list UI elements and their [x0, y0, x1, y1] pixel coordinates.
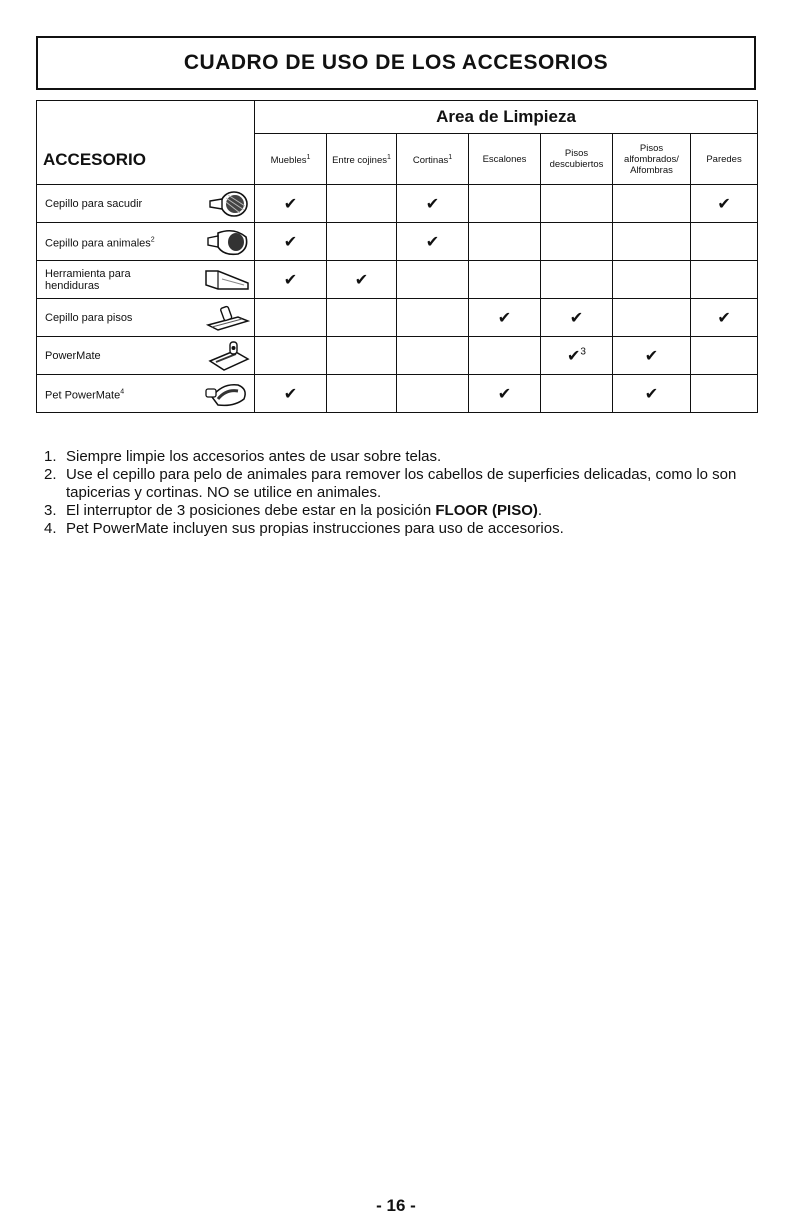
- check-mark-icon: ✔: [567, 347, 581, 365]
- usage-cell: [469, 261, 541, 299]
- usage-cell: [397, 185, 469, 223]
- usage-cell: [255, 223, 327, 261]
- check-mark-icon: ✔: [283, 233, 298, 251]
- footnote: [44, 466, 756, 502]
- accessory-table: [36, 100, 758, 413]
- usage-cell: [397, 299, 469, 337]
- usage-cell: [691, 299, 758, 337]
- usage-cell: [541, 337, 613, 375]
- usage-cell: [613, 375, 691, 413]
- check-mark-icon: ✔: [425, 195, 440, 213]
- usage-cell: [691, 375, 758, 413]
- check-mark-icon: ✔: [569, 309, 584, 327]
- floor-brush-icon: [204, 303, 250, 333]
- footnote: [44, 520, 756, 538]
- check-mark-icon: ✔: [644, 347, 659, 365]
- usage-cell: [691, 223, 758, 261]
- accessory-cell: [37, 337, 255, 375]
- accessory-cell: [37, 261, 255, 299]
- footnote-reference: 1: [306, 153, 311, 161]
- column-header-label: Pisos alfombrados/ Alfombras: [624, 142, 679, 176]
- column-header-label: Muebles: [270, 155, 307, 167]
- usage-cell: [255, 337, 327, 375]
- accessory-name-text: Cepillo para pisos: [45, 311, 133, 324]
- table-row: [37, 337, 758, 375]
- footnotes: [44, 448, 756, 538]
- usage-cell: [541, 261, 613, 299]
- column-header: [469, 134, 541, 185]
- footnote-reference: 3: [580, 346, 586, 358]
- table-row: [37, 375, 758, 413]
- usage-cell: [255, 185, 327, 223]
- cleaning-area-header-label: Area de Limpieza: [436, 107, 576, 126]
- check-mark-icon: ✔: [644, 385, 659, 403]
- footnote-text: Siempre limpie los accesorios antes de usar sobre telas.: [66, 448, 442, 465]
- column-header-label: Cortinas: [412, 155, 449, 167]
- accessory-name: [45, 268, 135, 292]
- table-row: [37, 223, 758, 261]
- table-row: [37, 299, 758, 337]
- usage-cell: [327, 261, 397, 299]
- page-title: CUADRO DE USO DE LOS ACCESORIOS: [183, 51, 609, 74]
- footnote-text: Use el cepillo para pelo de animales para remover los cabellos de superficies delicadas, como lo son tapicerias y cortinas. NO se utilice en animales.: [66, 466, 737, 501]
- footnote-reference: 2: [150, 236, 155, 244]
- column-header: [255, 134, 327, 185]
- accessory-name: [45, 312, 132, 324]
- column-header: [541, 134, 613, 185]
- accessory-name-text: Herramienta para hendiduras: [45, 267, 131, 292]
- check-mark-icon: ✔: [497, 385, 512, 403]
- column-header-label: Escalones: [482, 153, 527, 165]
- footnote-reference: 1: [387, 153, 391, 161]
- column-header-label: Paredes: [706, 153, 742, 165]
- footnote-text: Pet PowerMate incluyen sus propias instrucciones para uso de accesorios.: [66, 520, 564, 537]
- usage-cell: [541, 223, 613, 261]
- footnote-number: 3.: [44, 502, 57, 519]
- usage-cell: [541, 185, 613, 223]
- accessory-header-label: ACCESORIO: [43, 150, 146, 169]
- cleaning-area-header: [255, 101, 758, 134]
- usage-cell: [613, 299, 691, 337]
- usage-cell: [469, 299, 541, 337]
- accessory-name: [45, 234, 155, 249]
- usage-cell: [327, 223, 397, 261]
- accessory-name: [45, 198, 142, 210]
- chart-title-box: [36, 36, 756, 90]
- powermate-icon: [204, 341, 250, 371]
- column-header: [691, 134, 758, 185]
- column-header-label: Entre cojines: [332, 155, 387, 167]
- usage-cell: [255, 261, 327, 299]
- footnote-text-part: .: [537, 502, 543, 519]
- footnote-number: 1.: [44, 448, 57, 465]
- crevice-tool-icon: [204, 265, 250, 295]
- usage-cell: [541, 299, 613, 337]
- usage-cell: [327, 375, 397, 413]
- footnote-number: 2.: [44, 466, 57, 483]
- accessory-name-text: Cepillo para sacudir: [45, 197, 143, 210]
- accessory-cell: [37, 223, 255, 261]
- accessory-name-text: PowerMate: [45, 349, 101, 362]
- footnote-reference: 4: [120, 388, 125, 396]
- usage-cell: [327, 337, 397, 375]
- footnote: [44, 448, 756, 466]
- table-row: [37, 185, 758, 223]
- usage-cell: [397, 261, 469, 299]
- table-row: [37, 261, 758, 299]
- accessory-header: [37, 101, 255, 185]
- usage-cell: [613, 337, 691, 375]
- accessory-cell: [37, 375, 255, 413]
- column-header: [613, 134, 691, 185]
- check-mark-icon: ✔: [283, 195, 298, 213]
- accessory-cell: [37, 185, 255, 223]
- dusting-brush-icon: [204, 189, 250, 219]
- pet-powermate-icon: [204, 379, 250, 409]
- footnote-number: 4.: [44, 520, 57, 537]
- check-mark-icon: ✔: [283, 271, 298, 289]
- usage-cell: [397, 375, 469, 413]
- page-number: - 16 -: [376, 1196, 416, 1215]
- usage-cell: [469, 223, 541, 261]
- usage-cell: [691, 337, 758, 375]
- check-mark-icon: ✔: [497, 309, 512, 327]
- footnote-bold-text: FLOOR (PISO): [435, 502, 538, 519]
- usage-cell: [327, 185, 397, 223]
- footnote-text-part: El interruptor de 3 posiciones debe estar en la posición: [66, 502, 436, 519]
- usage-cell: [397, 337, 469, 375]
- usage-cell: [469, 337, 541, 375]
- footnote-text: [66, 502, 542, 520]
- column-header: [327, 134, 397, 185]
- accessory-table-body: [37, 185, 758, 413]
- check-mark-icon: ✔: [717, 195, 731, 213]
- accessory-name: [45, 386, 124, 401]
- usage-cell: [469, 185, 541, 223]
- usage-cell: [255, 299, 327, 337]
- check-mark-icon: ✔: [425, 233, 440, 251]
- usage-cell: [691, 261, 758, 299]
- accessory-name-text: Pet PowerMate: [45, 388, 121, 401]
- footnote-reference: 1: [448, 153, 453, 161]
- usage-cell: [691, 185, 758, 223]
- column-header-label: Pisos descubiertos: [549, 148, 604, 170]
- footnote: [44, 502, 756, 520]
- check-mark-icon: ✔: [283, 385, 298, 403]
- usage-cell: [327, 299, 397, 337]
- usage-cell: [541, 375, 613, 413]
- usage-cell: [469, 375, 541, 413]
- accessory-name: [45, 350, 101, 362]
- usage-cell: [613, 185, 691, 223]
- usage-cell: [613, 223, 691, 261]
- usage-cell: [613, 261, 691, 299]
- column-header: [397, 134, 469, 185]
- check-mark-icon: ✔: [354, 271, 369, 289]
- pet-brush-icon: [204, 227, 250, 257]
- usage-cell: [397, 223, 469, 261]
- usage-cell: [255, 375, 327, 413]
- check-mark-icon: ✔: [717, 309, 731, 327]
- accessory-name-text: Cepillo para animales: [45, 236, 151, 249]
- accessory-cell: [37, 299, 255, 337]
